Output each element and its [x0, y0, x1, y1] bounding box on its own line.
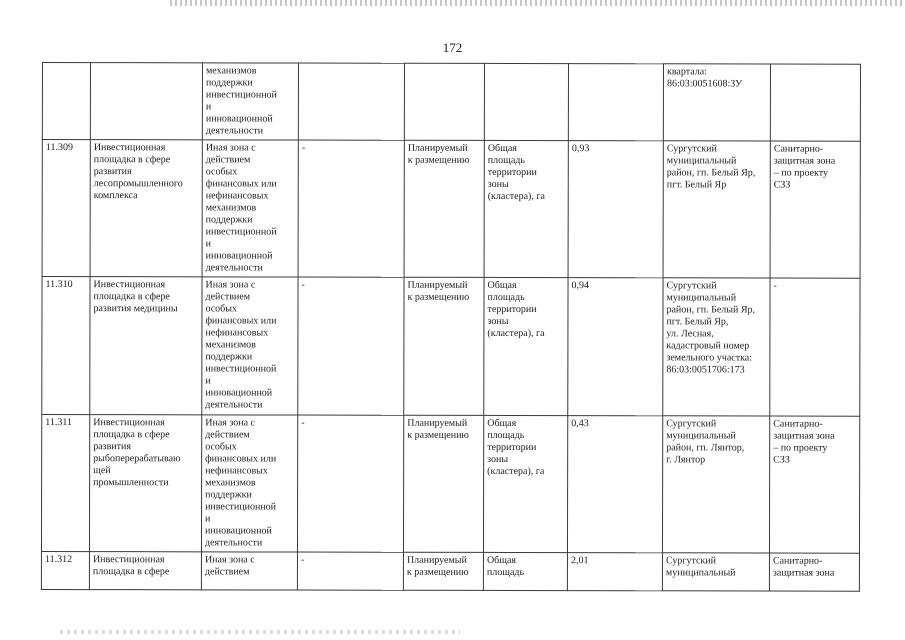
indicator-cell: Общая площадь территории зоны (кластера), га — [484, 277, 568, 415]
zone-type-cell: механизмов поддержки инвестиционной и инновационной деятельности — [202, 63, 298, 140]
table-row — [42, 140, 860, 279]
scan-artifact-bottom — [60, 630, 460, 634]
row-number-cell: 11.309 — [42, 140, 90, 277]
table-row — [41, 415, 859, 554]
extra-cell: - — [298, 140, 404, 277]
indicator-cell: Общая площадь — [483, 552, 567, 590]
zone-type-cell: Иная зона с действием особых финансовых или нефинансовых механизмов поддержки инвестиционной и инновационной деятельности — [202, 140, 298, 277]
extra-cell: - — [297, 415, 403, 552]
document-table — [41, 62, 861, 592]
indicator-cell: Общая площадь территории зоны (кластера), га — [484, 140, 568, 277]
status-cell: Планируемый к размещению — [404, 277, 484, 415]
zone-type-cell: Иная зона с действием — [201, 552, 297, 590]
status-cell — [404, 63, 484, 140]
protection-zone-cell — [770, 64, 860, 141]
protection-zone-cell: Санитарно- защитная зона — [769, 553, 859, 591]
location-cell: Сургутский муниципальный — [662, 553, 769, 591]
table-row — [42, 277, 860, 417]
object-name-cell: Инвестиционная площадка в сфере развития рыбоперерабатываю щей промышленности — [89, 415, 201, 552]
extra-cell: - — [298, 277, 404, 415]
object-name-cell — [90, 63, 202, 140]
page-number: 172 — [442, 40, 463, 55]
object-name-cell: Инвестиционная площадка в сфере развития лесопромышленного комплекса — [90, 140, 202, 277]
value-cell — [568, 64, 663, 141]
object-name-cell: Инвестиционная площадка в сфере — [89, 552, 201, 590]
status-cell: Планируемый к размещению — [403, 415, 483, 552]
status-cell: Планируемый к размещению — [403, 552, 483, 590]
row-number-cell: 11.310 — [42, 277, 90, 415]
protection-zone-cell: - — [770, 278, 860, 416]
protection-zone-cell: Санитарно- защитная зона – по проекту СЗЗ — [770, 141, 860, 278]
row-number-cell: 11.312 — [41, 552, 89, 590]
value-cell: 0,43 — [567, 416, 662, 553]
location-cell: Сургутский муниципальный район, гп. Белый Яр, пгт. Белый Яр — [663, 141, 770, 278]
status-cell: Планируемый к размещению — [404, 140, 484, 277]
extra-cell: - — [297, 552, 403, 590]
indicator-cell: Общая площадь территории зоны (кластера), га — [483, 415, 567, 552]
extra-cell — [298, 63, 404, 140]
zone-type-cell: Иная зона с действием особых финансовых или нефинансовых механизмов поддержки инвестиционной и инновационной деятельности — [201, 415, 297, 552]
indicator-cell — [484, 63, 568, 140]
location-cell: Сургутский муниципальный район, гп. Белый Яр, пгт. Белый Яр, ул. Лесная, кадастровый номер земельного участка: 86:03:0051706:173 — [663, 278, 770, 416]
location-cell: квартала: 86:03:0051608:ЗУ — [663, 64, 770, 141]
row-number-cell: 11.311 — [41, 415, 89, 552]
value-cell: 2,01 — [567, 553, 662, 591]
protection-zone-cell: Санитарно- защитная зона – по проекту СЗЗ — [769, 416, 859, 553]
zone-type-cell: Иная зона с действием особых финансовых или нефинансовых механизмов поддержки инвестиционной и инновационной деятельности — [202, 277, 298, 415]
object-name-cell: Инвестиционная площадка в сфере развития медицины — [90, 277, 202, 415]
value-cell: 0,93 — [568, 141, 663, 278]
scan-artifact-top — [170, 0, 905, 6]
location-cell: Сургутский муниципальный район, гп. Лянтор, г. Лянтор — [662, 416, 769, 553]
table-row — [41, 552, 859, 592]
row-number-cell — [42, 63, 90, 140]
value-cell: 0,94 — [568, 278, 663, 416]
table-row — [42, 63, 860, 142]
